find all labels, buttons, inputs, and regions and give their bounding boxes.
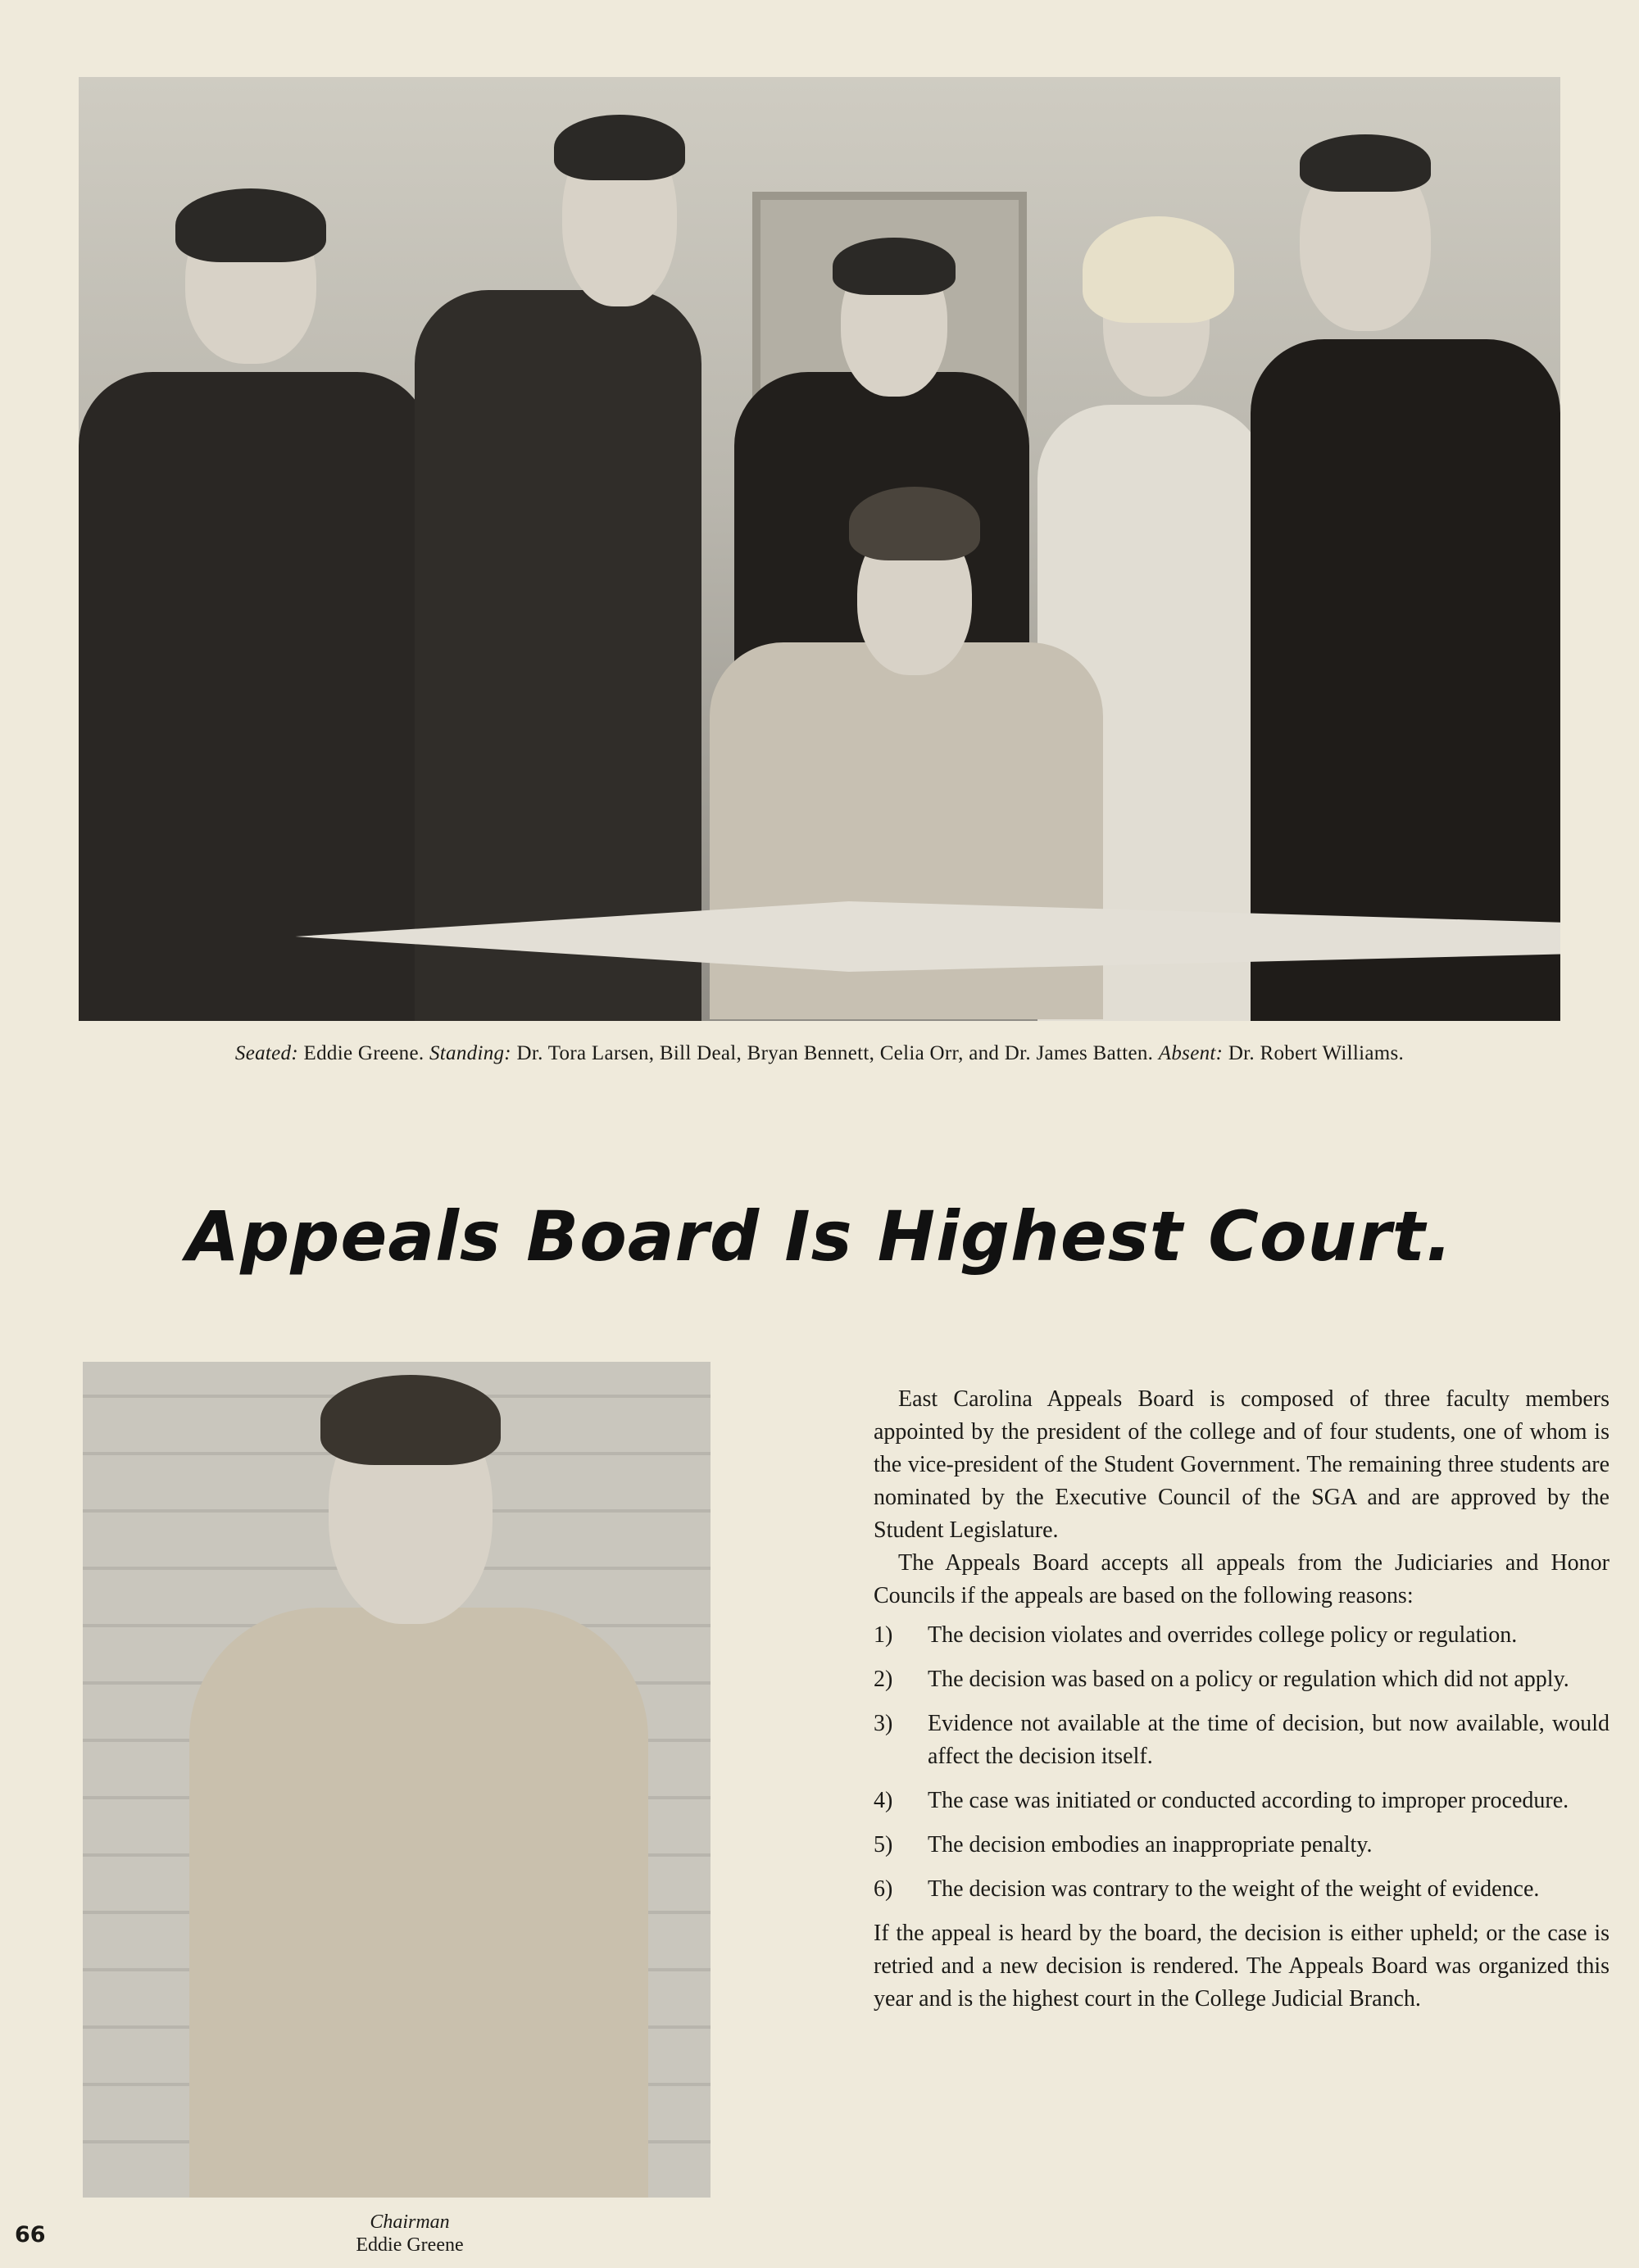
reason-number: 3) [874, 1711, 893, 1736]
reason-text: The case was initiated or conducted according to improper procedure. [928, 1788, 1569, 1813]
absent-label: Absent: [1158, 1042, 1224, 1064]
reason-number: 1) [874, 1622, 893, 1648]
reason-text: Evidence not available at the time of decision, but now available, would affect the decision itself. [928, 1711, 1609, 1769]
reason-text: The decision violates and overrides college policy or regulation. [928, 1622, 1518, 1648]
reason-text: The decision was contrary to the weight of the weight of evidence. [928, 1876, 1540, 1902]
page-headline: Appeals Board Is Highest Court. [186, 1196, 1453, 1277]
reason-number: 6) [874, 1876, 893, 1902]
article-paragraph-3: If the appeal is heard by the board, the decision is either upheld; or the case is retried and a new decision is rendered. The Appeals Board was organized this year and is the highest court in the College Judicial Branch. [874, 1921, 1609, 2012]
reason-number: 5) [874, 1832, 893, 1857]
portrait-role: Chairman [370, 2211, 450, 2233]
seated-label: Seated: [234, 1042, 298, 1064]
reason-item [874, 1663, 1609, 1696]
reason-item [874, 1619, 1609, 1652]
article-body [874, 1383, 1609, 2016]
reason-item [874, 1708, 1609, 1773]
portrait-caption [303, 2211, 516, 2257]
group-photo-caption [79, 1042, 1560, 1065]
reason-item [874, 1785, 1609, 1817]
reason-number: 4) [874, 1788, 893, 1813]
chairman-portrait-photo [83, 1362, 711, 2198]
standing-label: Standing: [429, 1042, 511, 1064]
portrait-name: Eddie Greene [356, 2234, 464, 2256]
reasons-list [874, 1619, 1609, 1906]
reason-text: The decision embodies an inappropriate penalty. [928, 1832, 1373, 1857]
article-paragraph-2: The Appeals Board accepts all appeals from the Judiciaries and Honor Councils if the appeals are based on the following reasons: [874, 1550, 1609, 1608]
standing-names: Dr. Tora Larsen, Bill Deal, Bryan Bennett, Celia Orr, and Dr. James Batten. [516, 1042, 1154, 1064]
reason-item [874, 1829, 1609, 1862]
reason-item [874, 1873, 1609, 1906]
article-paragraph-1: East Carolina Appeals Board is composed of three faculty members appointed by the president of the college and of four students, one of whom is the vice-president of the Student Government. The remaining three students are nominated by the Executive Council of the SGA and are approved by the Student Legislature. [874, 1386, 1609, 1543]
page-number: 66 [15, 2222, 46, 2248]
group-photo [79, 77, 1560, 1021]
reason-number: 2) [874, 1667, 893, 1692]
seated-names: Eddie Greene. [303, 1042, 425, 1064]
reason-text: The decision was based on a policy or regulation which did not apply. [928, 1667, 1569, 1692]
absent-names: Dr. Robert Williams. [1228, 1042, 1405, 1064]
